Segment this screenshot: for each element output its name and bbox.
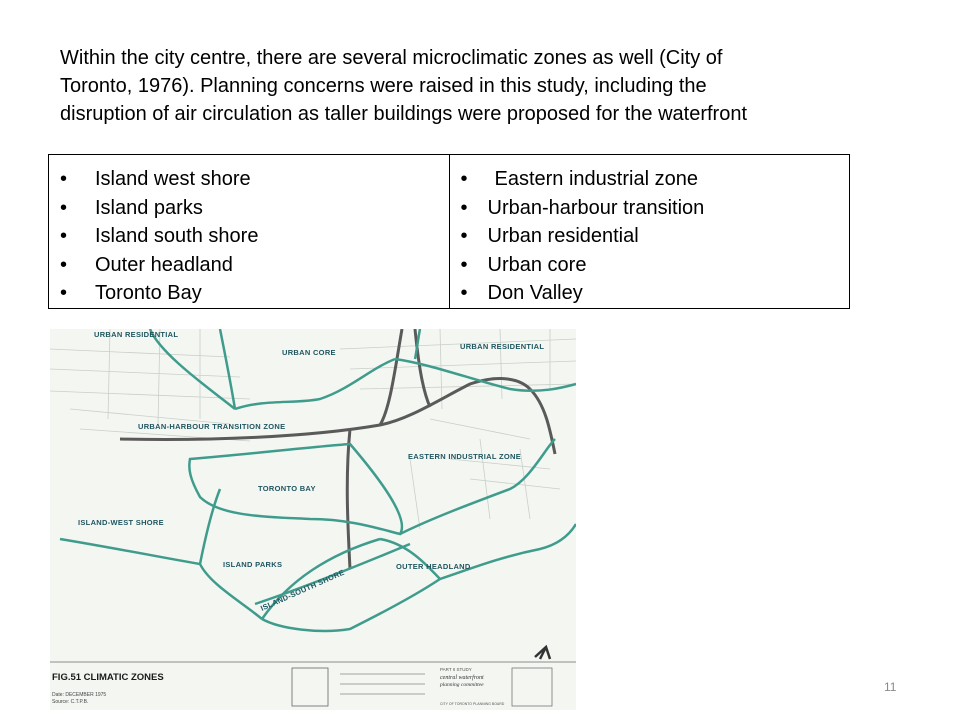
map-label-island-south-shore: ISLAND-SOUTH SHORE bbox=[259, 567, 346, 613]
street-grid bbox=[50, 329, 576, 529]
intro-line-3: disruption of air circulation as taller buildings were proposed for the waterfront bbox=[60, 103, 748, 125]
map-label-eastern-industrial: EASTERN INDUSTRIAL ZONE bbox=[408, 452, 522, 461]
map-label-urban-harbour-transition: URBAN-HARBOUR TRANSITION ZONE bbox=[138, 422, 286, 431]
scale-bars bbox=[340, 674, 425, 694]
zone-item: • Eastern industrial zone bbox=[450, 165, 850, 194]
north-arrow-icon bbox=[535, 647, 550, 659]
brand-line-2: planning committee bbox=[440, 682, 484, 688]
zones-column-left bbox=[49, 155, 450, 309]
roads bbox=[120, 329, 555, 569]
map-label-urban-residential-east: URBAN RESIDENTIAL bbox=[460, 342, 545, 351]
zone-item: • Island south shore bbox=[49, 222, 449, 251]
board-label: CITY OF TORONTO PLANNING BOARD bbox=[440, 702, 505, 706]
map-label-toronto-bay: TORONTO BAY bbox=[258, 484, 316, 493]
map-label-outer-headland: OUTER HEADLAND bbox=[396, 562, 471, 571]
brand-line-1: central waterfront bbox=[440, 675, 484, 681]
part-label: PART II STUDY bbox=[440, 667, 472, 672]
location-inset-box bbox=[512, 668, 552, 706]
map-label-island-parks: ISLAND PARKS bbox=[223, 560, 283, 569]
map-label-urban-residential-west: URBAN RESIDENTIAL bbox=[94, 330, 179, 339]
map-drawing bbox=[50, 329, 576, 710]
intro-paragraph bbox=[60, 44, 900, 128]
climatic-zones-map bbox=[50, 329, 576, 710]
key-map-box bbox=[292, 668, 328, 706]
zone-item: • Island west shore bbox=[49, 165, 449, 194]
map-label-urban-core: URBAN CORE bbox=[282, 348, 336, 357]
intro-line-1: Within the city centre, there are several microclimatic zones as well (City of bbox=[60, 47, 723, 69]
zone-item: • Outer headland bbox=[49, 251, 449, 280]
zone-item: • Toronto Bay bbox=[49, 279, 449, 308]
zone-item: • Urban-harbour transition bbox=[450, 194, 850, 223]
zone-item: • Urban core bbox=[450, 251, 850, 280]
zone-item: • Don Valley bbox=[450, 279, 850, 308]
figure-source: Source: C.T.P.B. bbox=[52, 699, 89, 705]
figure-title: FIG.51 CLIMATIC ZONES bbox=[52, 672, 164, 683]
intro-line-2: Toronto, 1976). Planning concerns were raised in this study, including the bbox=[60, 75, 707, 97]
map-title-block bbox=[50, 662, 576, 706]
map-label-island-west-shore: ISLAND-WEST SHORE bbox=[78, 518, 164, 527]
zones-column-right bbox=[449, 155, 850, 309]
figure-date: Date: DECEMBER 1975 bbox=[52, 692, 107, 698]
zone-item: • Urban residential bbox=[450, 222, 850, 251]
page-number: 11 bbox=[884, 680, 897, 694]
zones-table bbox=[48, 154, 850, 309]
zone-item: • Island parks bbox=[49, 194, 449, 223]
